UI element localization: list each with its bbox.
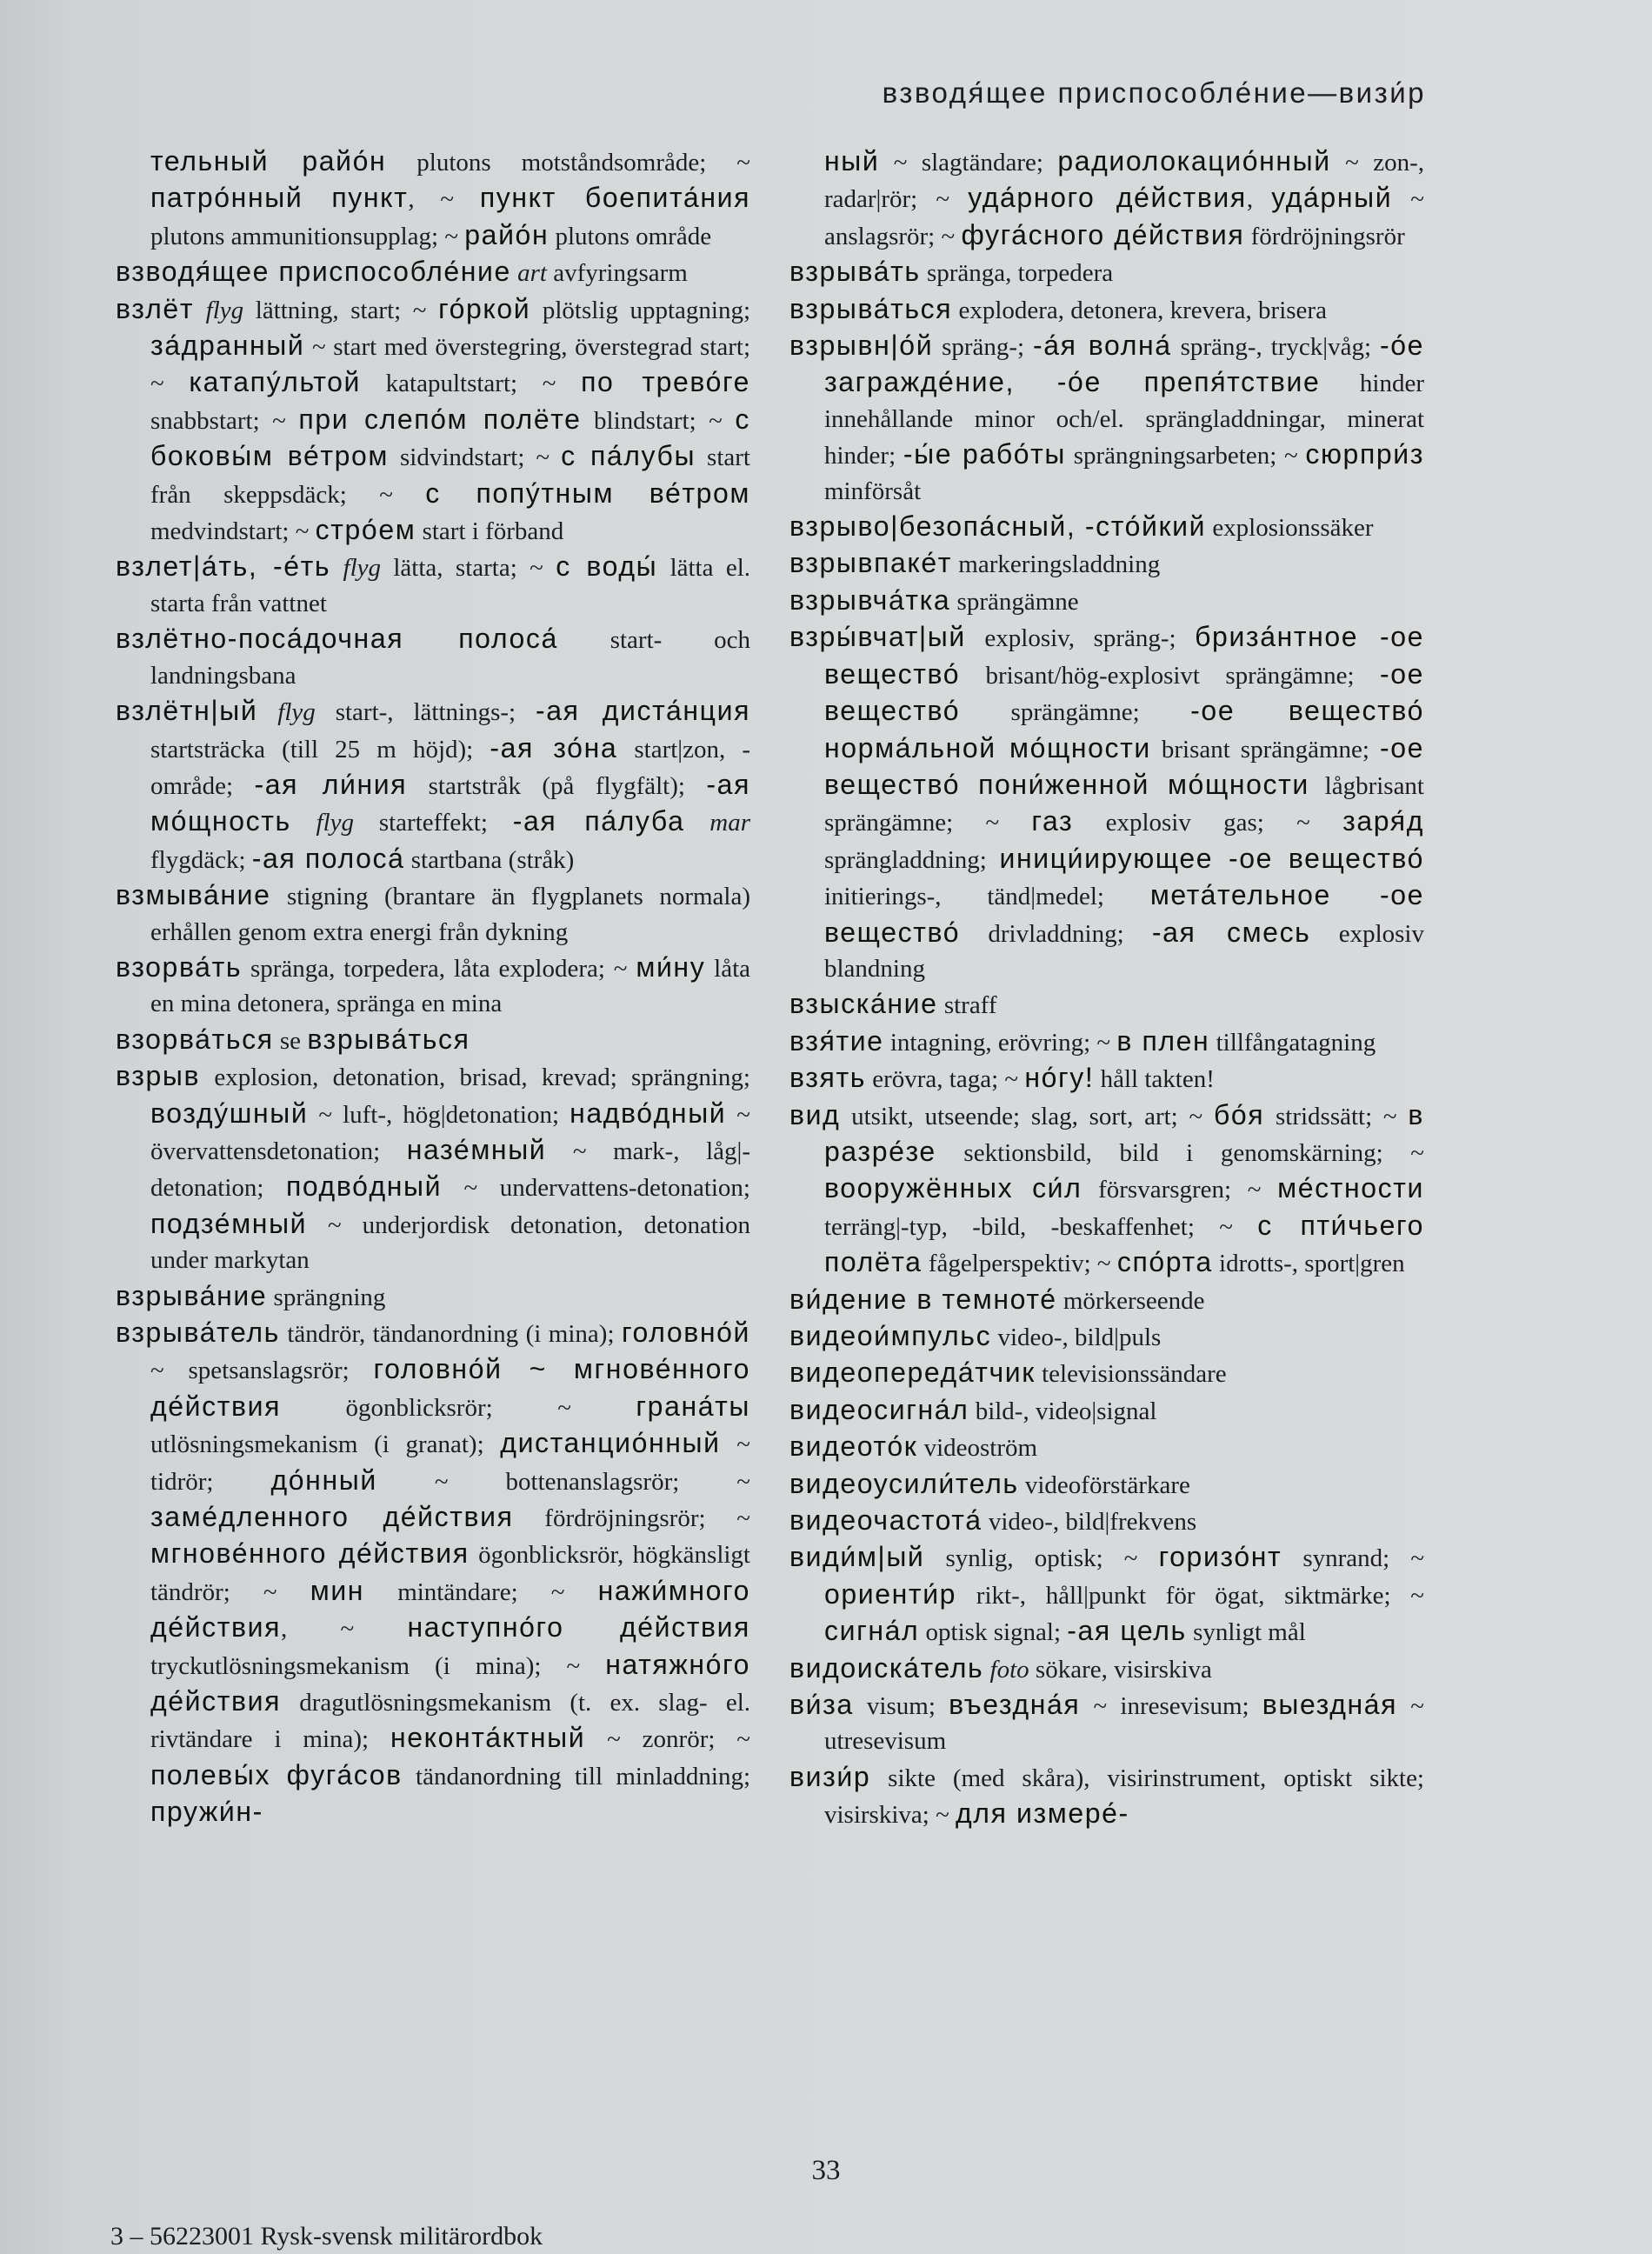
- russian-term: -ая мо́щность: [150, 768, 751, 837]
- swedish-text: hinder innehållande minor och/el. sprängladdningar, minerat hinder;: [824, 370, 1424, 470]
- swedish-text: sidvindstart; ~: [389, 443, 562, 472]
- swedish-text: ~ luft-, hög|detonation;: [308, 1100, 570, 1129]
- russian-term: въездна́я: [949, 1689, 1081, 1721]
- russian-term: -ое вещество́ пони́женной мо́щности: [824, 731, 1424, 800]
- swedish-text: ,: [1246, 185, 1272, 214]
- swedish-text: terräng|-typ, -bild, -beskaffenhet; ~: [824, 1212, 1258, 1241]
- russian-term: для измере́-: [956, 1797, 1129, 1830]
- dictionary-entry: [116, 950, 750, 1022]
- swedish-text: mintändare; ~: [364, 1577, 598, 1606]
- swedish-text: fördröjningsrör; ~: [513, 1504, 750, 1533]
- swedish-text: [291, 809, 316, 837]
- russian-term: возду́шный: [150, 1097, 309, 1129]
- left-column: [116, 143, 750, 1831]
- russian-term: в разре́зе: [824, 1098, 1424, 1167]
- russian-term: иници́ирующее -ое вещество́: [999, 842, 1425, 874]
- russian-term: сюрпри́з: [1305, 438, 1425, 470]
- russian-term: видеото́к: [789, 1430, 918, 1463]
- swedish-text: idrotts-, sport|gren: [1212, 1250, 1405, 1278]
- russian-term: -ы́е рабо́ты: [903, 438, 1067, 470]
- dictionary-entry: [789, 509, 1424, 545]
- swedish-text: start|zon, -område;: [150, 735, 750, 800]
- russian-term: -ое вещество́: [824, 657, 1424, 727]
- russian-term: -ая цель: [1067, 1615, 1187, 1647]
- russian-term: стро́ем: [315, 514, 416, 546]
- dictionary-entry: [116, 1278, 750, 1315]
- russian-term: видоиска́тель: [789, 1651, 984, 1684]
- swedish-text: erövra, taga; ~: [865, 1065, 1025, 1094]
- dictionary-entry: [789, 1392, 1424, 1429]
- swedish-text: video-, bild|frekvens: [982, 1508, 1197, 1537]
- swedish-text: flygdäck;: [150, 845, 252, 874]
- russian-term: грана́ты: [636, 1390, 750, 1422]
- dictionary-entry: [789, 583, 1424, 619]
- domain-label: mar: [709, 809, 750, 837]
- swedish-text: ~ bottenanslagsrör; ~: [376, 1467, 750, 1496]
- swedish-text: lågbrisant sprängämne; ~: [824, 771, 1424, 837]
- running-header: взводя́щее приспособле́ние—визи́р: [882, 77, 1426, 109]
- russian-term: видеои́мпульс: [789, 1320, 992, 1351]
- swedish-text: fördröjningsrör: [1244, 222, 1405, 250]
- footer-signature: 3 – 56223001 Rysk-svensk militärordbok: [110, 2222, 543, 2251]
- swedish-text: ~ inresevisum;: [1080, 1692, 1262, 1721]
- swedish-text: brisant/hög-explosivt sprängämne;: [960, 661, 1380, 690]
- swedish-text: start-, lättnings-;: [315, 698, 536, 727]
- swedish-text: lätta, starta; ~: [381, 554, 556, 583]
- russian-term: за́дранный: [150, 330, 305, 362]
- russian-term: полевы́х фуга́сов: [150, 1758, 403, 1791]
- russian-term: в плен: [1116, 1024, 1210, 1057]
- swedish-text: ~ spetsanslagsrör;: [150, 1357, 374, 1385]
- dictionary-entry: [789, 291, 1424, 328]
- russian-term: уда́рный: [1271, 182, 1393, 214]
- russian-term: заме́дленного де́йствия: [150, 1501, 514, 1533]
- swedish-text: minförsåt: [824, 477, 922, 505]
- swedish-text: markeringsladdning: [952, 550, 1161, 579]
- russian-term: ме́стности: [1277, 1172, 1424, 1204]
- russian-term: видеосигна́л: [789, 1393, 969, 1425]
- russian-term: ми́ну: [636, 950, 706, 983]
- swedish-text: sikte (med skåra), visirinstrument, optiskt sikte; visirskiva; ~: [824, 1764, 1424, 1830]
- russian-term: -ая зо́на: [490, 731, 618, 764]
- swedish-text: initierings-, tänd|medel;: [824, 883, 1150, 911]
- russian-term: назе́мный: [406, 1133, 547, 1165]
- domain-label: flyg: [343, 554, 382, 583]
- dictionary-entry: [789, 254, 1424, 290]
- russian-term: взрыва́ть: [789, 256, 921, 288]
- russian-term: наступно́го де́йствия: [407, 1611, 750, 1644]
- swedish-text: katapultstart; ~: [361, 370, 582, 398]
- swedish-text: synrand; ~: [1282, 1544, 1425, 1573]
- swedish-text: ~ zon-, radar|rör; ~: [824, 149, 1424, 214]
- dictionary-entry: [789, 1318, 1424, 1355]
- dictionary-entry: [116, 693, 750, 877]
- domain-label: flyg: [277, 698, 316, 727]
- russian-term: -ая па́луба: [512, 805, 685, 837]
- swedish-text: lättning, start; ~: [243, 296, 439, 324]
- dictionary-entry: [789, 1466, 1424, 1503]
- russian-term: уда́рного де́йствия: [968, 182, 1247, 214]
- dictionary-entry: [789, 1429, 1424, 1465]
- swedish-text: start från skeppsdäck; ~: [150, 443, 750, 509]
- dictionary-entry: [789, 1687, 1424, 1759]
- swedish-text: lätta el. starta från vattnet: [150, 554, 751, 617]
- russian-term: надво́дный: [570, 1097, 727, 1129]
- swedish-text: plutons ammunitionsupplag; ~: [150, 222, 465, 250]
- russian-term: с пти́чьего полёта: [824, 1209, 1425, 1278]
- swedish-text: snabbstart; ~: [150, 406, 299, 435]
- swedish-text: ögonblicksrör; ~: [281, 1393, 636, 1422]
- russian-term: газ: [1031, 805, 1074, 837]
- swedish-text: videoförstärkare: [1018, 1470, 1190, 1499]
- swedish-text: explosionssäker: [1206, 514, 1374, 543]
- dictionary-entry: [116, 549, 750, 621]
- dictionary-entry: [116, 877, 750, 950]
- russian-term: взрывча́тка: [789, 584, 951, 616]
- russian-term: мета́тельное -ое вещество́: [824, 879, 1424, 948]
- swedish-text: ~ zonrör; ~: [585, 1725, 750, 1754]
- swedish-text: ~ slagtändare;: [879, 149, 1058, 177]
- swedish-text: visum;: [853, 1692, 949, 1721]
- swedish-text: plutons motståndsområde; ~: [386, 149, 750, 177]
- dictionary-entry: [116, 1315, 750, 1831]
- swedish-text: ~ mark-, låg|-detonation;: [150, 1137, 750, 1203]
- russian-term: ный: [824, 145, 880, 177]
- swedish-text: dragutlösningsmekanism (t. ex. slag- el. rivtändare i mina);: [150, 1689, 750, 1754]
- swedish-text: bild-, video|signal: [969, 1397, 1157, 1425]
- swedish-text: spräng-;: [933, 333, 1034, 362]
- swedish-text: drivladdning;: [960, 919, 1152, 948]
- russian-term: взрыво|безопа́сный, -сто́йкий: [789, 510, 1207, 543]
- dictionary-entry: [116, 143, 750, 254]
- russian-term: неконта́ктный: [390, 1722, 586, 1754]
- russian-term: взрыва́ться: [307, 1023, 470, 1055]
- dictionary-entry: [789, 1503, 1424, 1539]
- dictionary-entry: [789, 1097, 1424, 1282]
- russian-term: пружи́н-: [150, 1796, 263, 1828]
- russian-term: при слепо́м полёте: [298, 403, 582, 435]
- russian-term: дистанцио́нный: [500, 1427, 721, 1459]
- swedish-text: spränga, torpedera: [920, 259, 1114, 288]
- russian-term: мин: [310, 1574, 365, 1606]
- russian-term: -а́я волна́: [1033, 330, 1172, 362]
- dictionary-entry: [789, 1024, 1424, 1060]
- russian-term: бриза́нтное -ое вещество́: [824, 621, 1424, 690]
- swedish-text: videoström: [917, 1434, 1038, 1463]
- dictionary-entry: [789, 1282, 1424, 1318]
- dictionary-entry: [116, 291, 750, 550]
- swedish-text: medvindstart; ~: [150, 517, 316, 546]
- russian-term: спо́рта: [1116, 1246, 1213, 1278]
- swedish-text: explodera, detonera, krevera, brisera: [952, 296, 1327, 324]
- swedish-text: ~ undervattens-detonation;: [442, 1174, 750, 1203]
- russian-term: с воды́: [556, 550, 658, 583]
- dictionary-entry: [789, 328, 1424, 509]
- swedish-text: försvarsgren; ~: [1082, 1176, 1278, 1204]
- swedish-text: sökare, visirskiva: [1029, 1655, 1212, 1684]
- russian-term: видеопереда́тчик: [789, 1357, 1036, 1389]
- swedish-text: mörkerseende: [1056, 1286, 1205, 1315]
- russian-term: ви́за: [789, 1689, 854, 1721]
- dictionary-entry: [789, 1539, 1424, 1650]
- dictionary-entry: [789, 619, 1424, 986]
- russian-term: с боковы́м ве́тром: [150, 403, 750, 472]
- swedish-text: sektionsbild, bild i genomskärning; ~: [936, 1138, 1424, 1167]
- russian-term: катапу́льтой: [189, 366, 361, 398]
- russian-term: -о́е загражде́ние, -о́е препя́тствие: [824, 330, 1425, 398]
- russian-term: взлётно-поса́дочная полоса́: [116, 623, 558, 655]
- swedish-text: tändrör, tändanordning (i mina);: [279, 1320, 622, 1348]
- swedish-text: plutons område: [549, 222, 712, 250]
- russian-term: взрывн|о́й: [789, 330, 934, 362]
- swedish-text: ~ övervattensdetonation;: [150, 1100, 750, 1165]
- russian-term: мгнове́нного де́йствия: [150, 1537, 470, 1570]
- swedish-text: optisk signal;: [919, 1618, 1068, 1647]
- swedish-text: sprängämne;: [960, 698, 1191, 727]
- russian-term: сигна́л: [824, 1615, 920, 1647]
- dictionary-entry: [789, 1355, 1424, 1391]
- swedish-text: blindstart; ~: [581, 406, 736, 435]
- swedish-text: ~ underjordisk detonation, detonation under markytan: [150, 1210, 750, 1275]
- russian-term: -ое вещество́ норма́льной мо́щности: [824, 695, 1425, 764]
- swedish-text: rikt-, håll|punkt för ögat, siktmärke; ~: [956, 1581, 1424, 1610]
- russian-term: взя́тие: [789, 1024, 884, 1057]
- russian-term: с попу́тным ве́тром: [425, 477, 750, 509]
- russian-term: взрыв: [116, 1060, 201, 1092]
- swedish-text: [194, 297, 206, 324]
- dictionary-entry: [116, 1022, 750, 1058]
- swedish-text: explosion, detonation, brisad, krevad; sprängning;: [200, 1064, 750, 1092]
- russian-term: взрыва́тель: [116, 1317, 280, 1348]
- swedish-text: , ~: [281, 1615, 408, 1644]
- russian-term: натяжно́го де́йствия: [150, 1648, 750, 1717]
- swedish-text: startstråk (på flygfält);: [407, 771, 707, 800]
- swedish-text: se: [273, 1026, 308, 1055]
- russian-term: взмыва́ние: [116, 879, 271, 911]
- russian-term: но́гу!: [1024, 1062, 1095, 1094]
- russian-term: выездна́я: [1262, 1689, 1398, 1721]
- swedish-text: ögonblicksrör, högkänsligt tändrör; ~: [150, 1541, 750, 1606]
- swedish-text: fågelperspektiv; ~: [922, 1250, 1117, 1278]
- swedish-text: sprängämne: [950, 587, 1079, 616]
- swedish-text: synlig, optisk; ~: [924, 1544, 1159, 1573]
- russian-term: взры́вчат|ый: [789, 621, 966, 653]
- russian-term: до́нный: [270, 1464, 377, 1496]
- domain-label: flyg: [316, 809, 355, 837]
- dictionary-entry: [789, 1060, 1424, 1097]
- russian-term: види́м|ый: [789, 1541, 925, 1573]
- swedish-text: spräng-, tryck|våg;: [1171, 333, 1380, 362]
- swedish-text: ~ utresevisum: [824, 1692, 1424, 1756]
- russian-term: взлет|а́ть, -е́ть: [116, 550, 331, 583]
- right-column: [789, 143, 1424, 1833]
- swedish-text: ~ anslagsrör; ~: [824, 185, 1424, 250]
- dictionary-entry: [116, 1058, 750, 1277]
- swedish-text: tändanordning till minladdning;: [402, 1762, 750, 1791]
- swedish-text: intagning, erövring; ~: [883, 1028, 1117, 1057]
- swedish-text: sprängning: [267, 1283, 386, 1311]
- swedish-text: [983, 1656, 989, 1684]
- russian-term: взять: [789, 1062, 866, 1094]
- swedish-text: start- och landningsbana: [150, 626, 750, 690]
- swedish-text: [257, 698, 277, 726]
- swedish-text: explosiv, spräng-;: [965, 624, 1196, 653]
- swedish-text: stigning (brantare än flygplanets normala) erhållen genom extra energi från dykning: [150, 883, 750, 946]
- russian-term: радиолокацио́нный: [1057, 145, 1331, 177]
- russian-term: -ая смесь: [1151, 916, 1311, 948]
- russian-term: с па́лубы: [561, 440, 696, 472]
- russian-term: взыска́ние: [789, 988, 938, 1020]
- russian-term: го́ркой: [438, 292, 531, 324]
- russian-term: взорва́ться: [116, 1023, 274, 1055]
- russian-term: видеоусили́тель: [789, 1467, 1019, 1499]
- russian-term: пункт боепита́ния: [479, 182, 750, 214]
- swedish-text: [684, 809, 709, 837]
- russian-term: -ая диста́нция: [536, 695, 751, 727]
- russian-term: вид: [789, 1098, 841, 1130]
- swedish-text: [330, 554, 343, 582]
- russian-term: нажи́много де́йствия: [150, 1574, 750, 1644]
- swedish-text: låta en mina detonera, spränga en mina: [150, 954, 751, 1018]
- swedish-text: utlösningsmekanism (i granat);: [150, 1430, 501, 1459]
- dictionary-entry: [789, 1650, 1424, 1687]
- swedish-text: , ~: [408, 185, 480, 214]
- russian-term: тельный райо́н: [150, 145, 387, 177]
- russian-term: патро́нный пункт: [150, 182, 409, 214]
- swedish-text: explosiv gas; ~: [1073, 809, 1343, 837]
- russian-term: взрыва́ние: [116, 1279, 268, 1311]
- swedish-text: startsträcka (till 25 m höjd);: [150, 735, 490, 764]
- russian-term: по трево́ге: [581, 366, 750, 398]
- swedish-text: straff: [937, 991, 997, 1020]
- russian-term: взводя́щее приспособле́ние: [116, 256, 511, 288]
- swedish-text: avfyringsarm: [546, 259, 688, 288]
- domain-label: art: [517, 259, 547, 288]
- swedish-text: spränga, torpedera, låta explodera; ~: [242, 954, 636, 983]
- russian-term: взлётн|ый: [116, 695, 258, 727]
- swedish-text: ~ start med överstegring, överstegrad start; ~: [150, 333, 750, 398]
- swedish-text: plötslig upptagning;: [530, 296, 751, 324]
- swedish-text: video-, bild|puls: [991, 1324, 1162, 1351]
- russian-term: горизо́нт: [1158, 1541, 1282, 1573]
- domain-label: foto: [989, 1655, 1029, 1684]
- russian-term: взрывпаке́т: [789, 547, 953, 579]
- swedish-text: utsikt, utseende; slag, sort, art; ~: [840, 1102, 1214, 1130]
- dictionary-entry: [116, 254, 750, 290]
- swedish-text: brisant sprängämne;: [1150, 735, 1380, 764]
- russian-term: заря́д: [1342, 805, 1424, 837]
- page-number: 33: [811, 2155, 841, 2186]
- dictionary-entry: [789, 986, 1424, 1023]
- russian-term: видеочастота́: [789, 1504, 983, 1537]
- russian-term: фуга́сного де́йствия: [961, 218, 1245, 250]
- russian-term: райо́н: [464, 218, 550, 250]
- swedish-text: televisionssändare: [1035, 1360, 1227, 1389]
- russian-term: взлёт: [116, 292, 195, 324]
- swedish-text: explosiv blandning: [824, 919, 1424, 983]
- swedish-text: sprängningsarbeten; ~: [1066, 442, 1306, 470]
- russian-term: ви́дение в темноте́: [789, 1283, 1057, 1315]
- dictionary-entry: [789, 1759, 1424, 1833]
- swedish-text: tillfångatagning: [1209, 1028, 1376, 1057]
- domain-label: flyg: [205, 296, 244, 324]
- swedish-text: ~ tidrör;: [150, 1430, 750, 1496]
- swedish-text: håll takten!: [1094, 1065, 1215, 1094]
- russian-term: визи́р: [789, 1760, 871, 1792]
- dictionary-entry: [789, 143, 1424, 254]
- russian-term: головно́й ~ мгнове́нного де́йствия: [150, 1353, 751, 1422]
- russian-term: вооружённых си́л: [824, 1172, 1082, 1204]
- swedish-text: tryckutlösningsmekanism (i mina); ~: [150, 1651, 606, 1680]
- russian-term: подзе́мный: [150, 1207, 308, 1239]
- russian-term: подво́дный: [285, 1170, 443, 1203]
- swedish-text: starteffekt;: [354, 809, 513, 837]
- russian-term: взрыва́ться: [789, 292, 953, 324]
- swedish-text: start i förband: [416, 517, 564, 546]
- swedish-text: synligt mål: [1186, 1618, 1306, 1647]
- russian-term: -ая полоса́: [251, 842, 405, 874]
- russian-term: -ая ли́ния: [254, 768, 408, 800]
- russian-term: головно́й: [621, 1317, 750, 1348]
- dictionary-entry: [116, 621, 750, 693]
- dictionary-entry: [789, 545, 1424, 582]
- swedish-text: stridssätt; ~: [1264, 1102, 1409, 1130]
- swedish-text: startbana (stråk): [404, 845, 575, 874]
- russian-term: бо́я: [1213, 1098, 1265, 1130]
- swedish-text: sprängladdning;: [824, 845, 1000, 874]
- russian-term: взорва́ть: [116, 950, 243, 983]
- russian-term: ориенти́р: [824, 1577, 957, 1610]
